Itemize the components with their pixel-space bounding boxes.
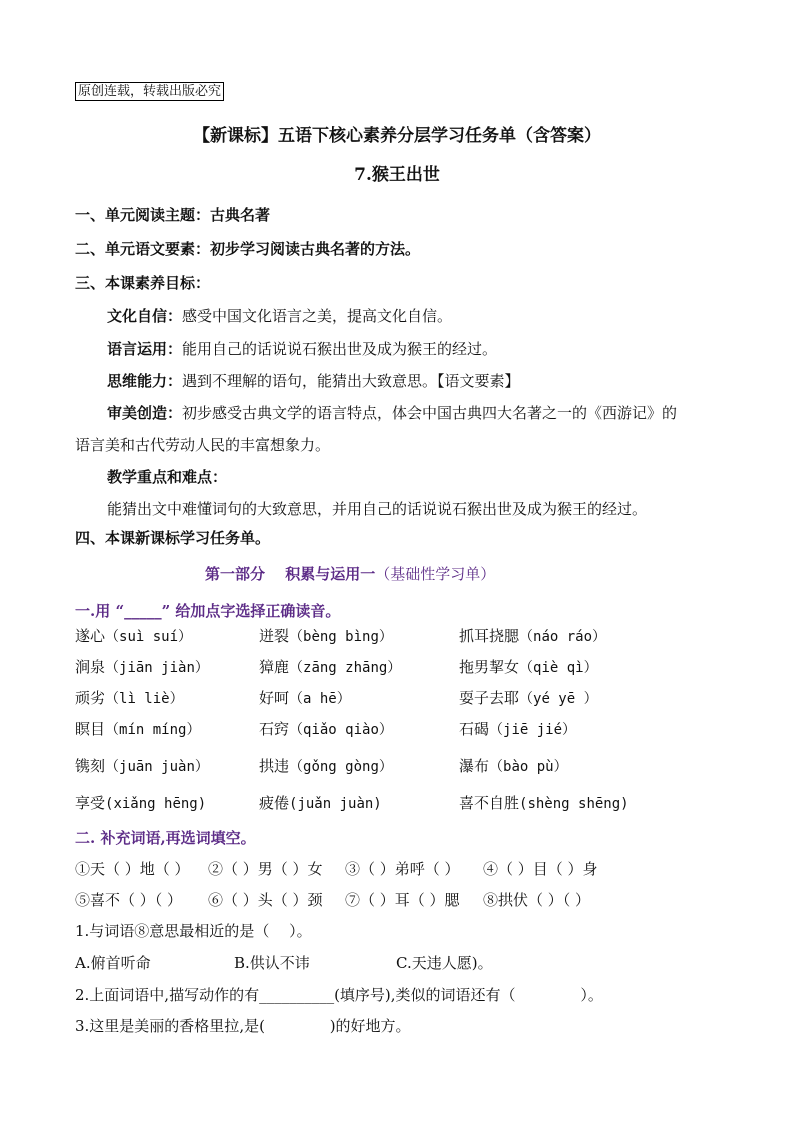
pinyin-word: 抓耳挠腮 xyxy=(459,627,520,645)
item-1-option-b: B.供认不讳 xyxy=(234,954,310,972)
goal-aesthetic-creation xyxy=(107,402,677,423)
fill-word: ②（ ）男（ ）女 xyxy=(208,860,323,878)
goal-thinking-ability xyxy=(107,370,520,391)
section-goals-heading: 三、本课素养目标： xyxy=(75,274,211,292)
pinyin-options: (xiǎng hēng) xyxy=(105,796,207,812)
pinyin-word: 涧泉 xyxy=(75,658,106,676)
goal-text: 能用自己的话说说石猴出世及成为猴王的经过。 xyxy=(182,340,498,358)
goal-aesthetic-creation-continued: 语言美和古代劳动人民的丰富想象力。 xyxy=(75,436,331,454)
pinyin-options: （gǒng gòng） xyxy=(289,759,393,775)
pinyin-word: 遂心 xyxy=(75,627,106,645)
pinyin-word: 耍子去耶 xyxy=(459,689,520,707)
section-value: 古典名著 xyxy=(210,206,271,224)
pinyin-options: (juǎn juàn) xyxy=(289,796,382,812)
goal-label: 文化自信： xyxy=(107,307,183,325)
goal-text: 感受中国文化语言之美，提高文化自信。 xyxy=(182,307,453,325)
pinyin-options: （bèng bìng） xyxy=(289,629,393,645)
pinyin-word: 石窍 xyxy=(259,720,290,738)
goal-cultural-confidence xyxy=(107,305,452,326)
pinyin-options: （qiè qì） xyxy=(519,660,598,676)
item-2-question: 2.上面词语中,描写动作的有__________(填序号),类似的词语还有（ ）。 xyxy=(75,986,603,1004)
fill-word: ④（ ）目（ ）身 xyxy=(483,860,598,878)
goal-label: 语言运用： xyxy=(107,340,183,358)
pinyin-item xyxy=(75,718,200,739)
fill-word: ⑥（ ）头（ ）颈 xyxy=(208,891,323,909)
pinyin-item xyxy=(75,755,209,776)
section-task-sheet: 四、本课新课标学习任务单。 xyxy=(75,529,271,547)
pinyin-word: 拱违 xyxy=(259,757,290,775)
pinyin-item xyxy=(75,687,184,708)
pinyin-options: （qiǎo qiào） xyxy=(289,722,393,738)
pinyin-word: 瀑布 xyxy=(459,757,490,775)
pinyin-word: 迸裂 xyxy=(259,627,290,645)
pinyin-item xyxy=(459,792,629,813)
pinyin-item xyxy=(459,656,598,677)
pinyin-word: 镌刻 xyxy=(75,757,106,775)
pinyin-item xyxy=(259,687,351,708)
fill-word: ⑧拱伏（ ）（ ） xyxy=(483,891,591,909)
pinyin-options: （suì suí） xyxy=(105,629,193,645)
part-title: 第一部分 积累与运用一 xyxy=(205,565,376,583)
pinyin-word: 拖男挈女 xyxy=(459,658,520,676)
fill-word: ⑤喜不（ ）（ ） xyxy=(75,891,183,909)
part-one-heading xyxy=(205,563,495,584)
part-subtitle: （基础性学习单） xyxy=(375,565,496,583)
copyright-notice: 原创连载，转载出版必究 xyxy=(75,82,224,101)
pinyin-options: （yé yē ） xyxy=(519,691,598,707)
pinyin-options: （lì liè） xyxy=(105,691,184,707)
pinyin-item xyxy=(259,755,393,776)
pinyin-word: 石碣 xyxy=(459,720,490,738)
goal-text: 遇到不理解的语句，能猜出大致意思。【语文要素】 xyxy=(182,372,520,390)
section-reading-theme xyxy=(75,204,270,225)
goal-text: 初步感受古典文学的语言特点，体会中国古典四大名著之一的《西游记》的 xyxy=(182,404,678,422)
item-3-question: 3.这里是美丽的香格里拉,是( )的好地方。 xyxy=(75,1017,411,1035)
item-1-option-c: C.天违人愿)。 xyxy=(396,954,493,972)
pinyin-options: （a hē） xyxy=(289,691,351,707)
pinyin-item xyxy=(75,792,206,813)
goal-label: 审美创造： xyxy=(107,404,183,422)
pinyin-options: （mín míng） xyxy=(105,722,201,738)
pinyin-options: (shèng shēng) xyxy=(519,796,629,812)
pinyin-word: 顽劣 xyxy=(75,689,106,707)
fill-word: ③（ ）弟呼（ ） xyxy=(345,860,460,878)
section-language-element xyxy=(75,238,420,259)
pinyin-options: （náo ráo） xyxy=(519,629,607,645)
pinyin-item xyxy=(259,792,382,813)
pinyin-item xyxy=(459,625,606,646)
pinyin-options: （bào pù） xyxy=(489,759,568,775)
pinyin-options: （jiān jiàn） xyxy=(105,660,209,676)
pinyin-word: 獐鹿 xyxy=(259,658,290,676)
lesson-title: 7.猴王出世 xyxy=(354,165,440,185)
pinyin-item xyxy=(259,656,401,677)
pinyin-word: 喜不自胜 xyxy=(459,794,520,812)
pinyin-word: 疲倦 xyxy=(259,794,290,812)
item-1-option-a: A.俯首听命 xyxy=(75,954,151,972)
section-value: 初步学习阅读古典名著的方法。 xyxy=(210,240,421,258)
question-two-title: 二. 补充词语,再选词填空。 xyxy=(75,829,256,847)
pinyin-options: （jiē jié） xyxy=(489,722,577,738)
pinyin-item xyxy=(459,687,598,708)
question-one-title: 一.用 “_____” 给加点字选择正确读音。 xyxy=(75,602,341,620)
pinyin-word: 享受 xyxy=(75,794,106,812)
pinyin-options: （zāng zhāng） xyxy=(289,660,402,676)
pinyin-word: 好呵 xyxy=(259,689,290,707)
section-label: 一、单元阅读主题： xyxy=(75,206,211,224)
pinyin-item xyxy=(75,656,209,677)
focus-heading: 教学重点和难点： xyxy=(107,468,228,486)
section-label: 二、单元语文要素： xyxy=(75,240,211,258)
pinyin-options: （juān juàn） xyxy=(105,759,209,775)
fill-word: ①天（ ）地（ ） xyxy=(75,860,190,878)
pinyin-word: 瞑目 xyxy=(75,720,106,738)
pinyin-item xyxy=(75,625,192,646)
pinyin-item xyxy=(459,718,576,739)
pinyin-item xyxy=(259,718,393,739)
focus-text: 能猜出文中难懂词句的大致意思，并用自己的话说说石猴出世及成为猴王的经过。 xyxy=(107,500,648,518)
pinyin-item xyxy=(459,755,568,776)
goal-language-use xyxy=(107,338,497,359)
pinyin-item xyxy=(259,625,393,646)
document-title: 【新课标】五语下核心素养分层学习任务单（含答案） xyxy=(193,126,601,146)
item-1-question: 1.与词语⑧意思最相近的是（ ）。 xyxy=(75,922,312,940)
fill-word: ⑦（ ）耳（ ）腮 xyxy=(345,891,460,909)
goal-label: 思维能力： xyxy=(107,372,183,390)
